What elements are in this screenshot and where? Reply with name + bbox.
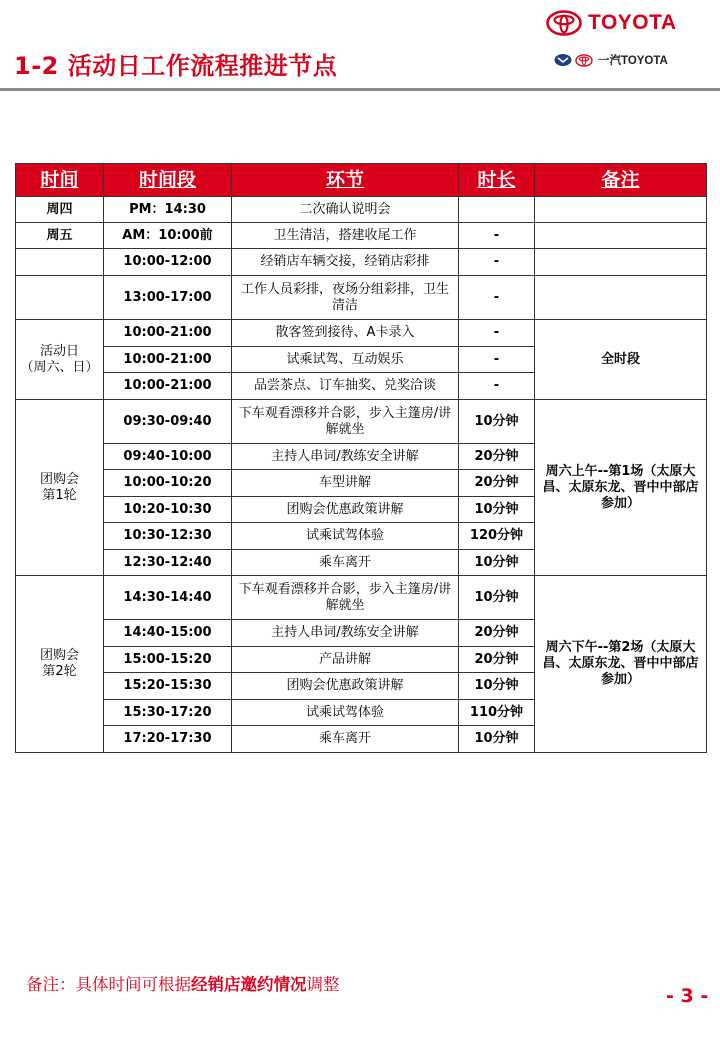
group-buy-label: 团购会 [39,471,79,487]
time-cell: 10:30-12:30 [104,523,232,550]
duration-cell: - [459,223,535,249]
time-cell: 12:30-12:40 [104,550,232,576]
time-cell: 15:30-17:20 [104,700,232,726]
time-cell: 09:40-10:00 [104,444,232,470]
duration-cell: - [459,347,535,373]
group-buy-label: 团购会 [39,648,79,663]
group-buy-round-2-note: 周六下午--第2场（太原大昌、太原东龙、晋中中部店参加） [535,576,707,753]
time-cell: 09:30-09:40 [104,400,232,444]
note-cell [535,197,707,223]
toyota-wordmark: TOYOTA [588,11,677,34]
step-cell: 乘车离开 [232,726,459,753]
time-cell: 10:00-21:00 [104,320,232,347]
time-cell: 15:00-15:20 [104,647,232,673]
step-cell: 下车观看漂移并合影，步入主篷房/讲解就坐 [232,400,459,444]
column-header-time: 时间 [16,164,104,197]
note-cell [535,223,707,249]
time-cell: 17:20-17:30 [104,726,232,753]
column-header-step: 环节 [232,164,459,197]
duration-cell: 10分钟 [459,673,535,700]
time-cell: PM：14:30 [104,197,232,223]
step-cell: 试乘试驾体验 [232,700,459,726]
toyota-small-emblem-icon [575,54,593,67]
duration-cell: 10分钟 [459,550,535,576]
time-cell: 15:20-15:30 [104,673,232,700]
step-cell: 二次确认说明会 [232,197,459,223]
step-cell: 团购会优惠政策讲解 [232,673,459,700]
table-row [16,249,707,276]
time-cell: 10:00-21:00 [104,373,232,400]
duration-cell: 20分钟 [459,620,535,647]
note-cell [535,276,707,320]
toyota-logo [546,8,677,38]
header-divider [0,88,720,91]
table-row [16,276,707,320]
time-cell: 10:00-12:00 [104,249,232,276]
duration-cell: 10分钟 [459,400,535,444]
step-cell: 乘车离开 [232,550,459,576]
day-cell [16,249,104,276]
duration-cell: 110分钟 [459,700,535,726]
day-cell [16,276,104,320]
footnote [26,971,340,995]
activity-day-days: （周六、日） [20,359,99,375]
duration-cell: - [459,373,535,400]
group-buy-round-1-cell [16,400,104,576]
all-day-note: 全时段 [535,320,707,400]
step-cell: 下车观看漂移并合影，步入主篷房/讲解就坐 [232,576,459,620]
duration-cell: 120分钟 [459,523,535,550]
table-row [16,576,707,620]
note-cell [535,249,707,276]
footnote-suffix: 调整 [306,975,340,994]
faw-toyota-wordmark: 一汽TOYOTA [598,55,668,67]
group-buy-round: 第2轮 [42,664,77,679]
step-cell: 车型讲解 [232,470,459,497]
step-cell: 卫生清洁，搭建收尾工作 [232,223,459,249]
duration-cell: 10分钟 [459,576,535,620]
day-cell: 周五 [16,223,104,249]
table-row [16,320,707,347]
duration-cell: 10分钟 [459,726,535,753]
step-cell: 散客签到接待、A卡录入 [232,320,459,347]
activity-day-cell [16,320,104,400]
step-cell: 试乘试驾体验 [232,523,459,550]
page-number: - 3 - [666,985,709,1007]
faw-emblem-icon [553,53,573,67]
time-cell: 10:20-10:30 [104,497,232,523]
step-cell: 产品讲解 [232,647,459,673]
day-cell: 周四 [16,197,104,223]
time-cell: 10:00-10:20 [104,470,232,497]
duration-cell: 20分钟 [459,470,535,497]
time-cell: 14:40-15:00 [104,620,232,647]
duration-cell: 10分钟 [459,497,535,523]
footnote-highlight: 经销店邀约情况 [191,975,307,994]
column-header-period: 时间段 [104,164,232,197]
time-cell: AM：10:00前 [104,223,232,249]
table-row [16,400,707,444]
activity-day-label: 活动日 [39,343,79,359]
footnote-prefix: 备注：具体时间可根据 [26,975,191,994]
duration-cell: - [459,276,535,320]
step-cell: 团购会优惠政策讲解 [232,497,459,523]
duration-cell: 20分钟 [459,444,535,470]
duration-cell: - [459,320,535,347]
table-row [16,197,707,223]
table-row [16,223,707,249]
column-header-duration: 时长 [459,164,535,197]
step-cell: 品尝茶点、订车抽奖、兑奖洽谈 [232,373,459,400]
schedule-table [15,163,707,753]
time-cell: 14:30-14:40 [104,576,232,620]
group-buy-round-2-cell [16,576,104,753]
time-cell: 13:00-17:00 [104,276,232,320]
step-cell: 经销店车辆交接，经销店彩排 [232,249,459,276]
step-cell: 主持人串词/教练安全讲解 [232,620,459,647]
column-header-note: 备注 [535,164,707,197]
time-cell: 10:00-21:00 [104,347,232,373]
duration-cell: 20分钟 [459,647,535,673]
faw-toyota-logo [553,52,668,68]
group-buy-round: 第1轮 [42,487,77,503]
duration-cell: - [459,249,535,276]
group-buy-round-1-note: 周六上午--第1场（太原大昌、太原东龙、晋中中部店参加） [535,400,707,576]
duration-cell [459,197,535,223]
step-cell: 工作人员彩排，夜场分组彩排，卫生清洁 [232,276,459,320]
toyota-emblem-icon [546,10,582,36]
step-cell: 主持人串词/教练安全讲解 [232,444,459,470]
page-title: 1-2 活动日工作流程推进节点 [14,52,338,80]
table-header-row [16,164,707,197]
step-cell: 试乘试驾、互动娱乐 [232,347,459,373]
